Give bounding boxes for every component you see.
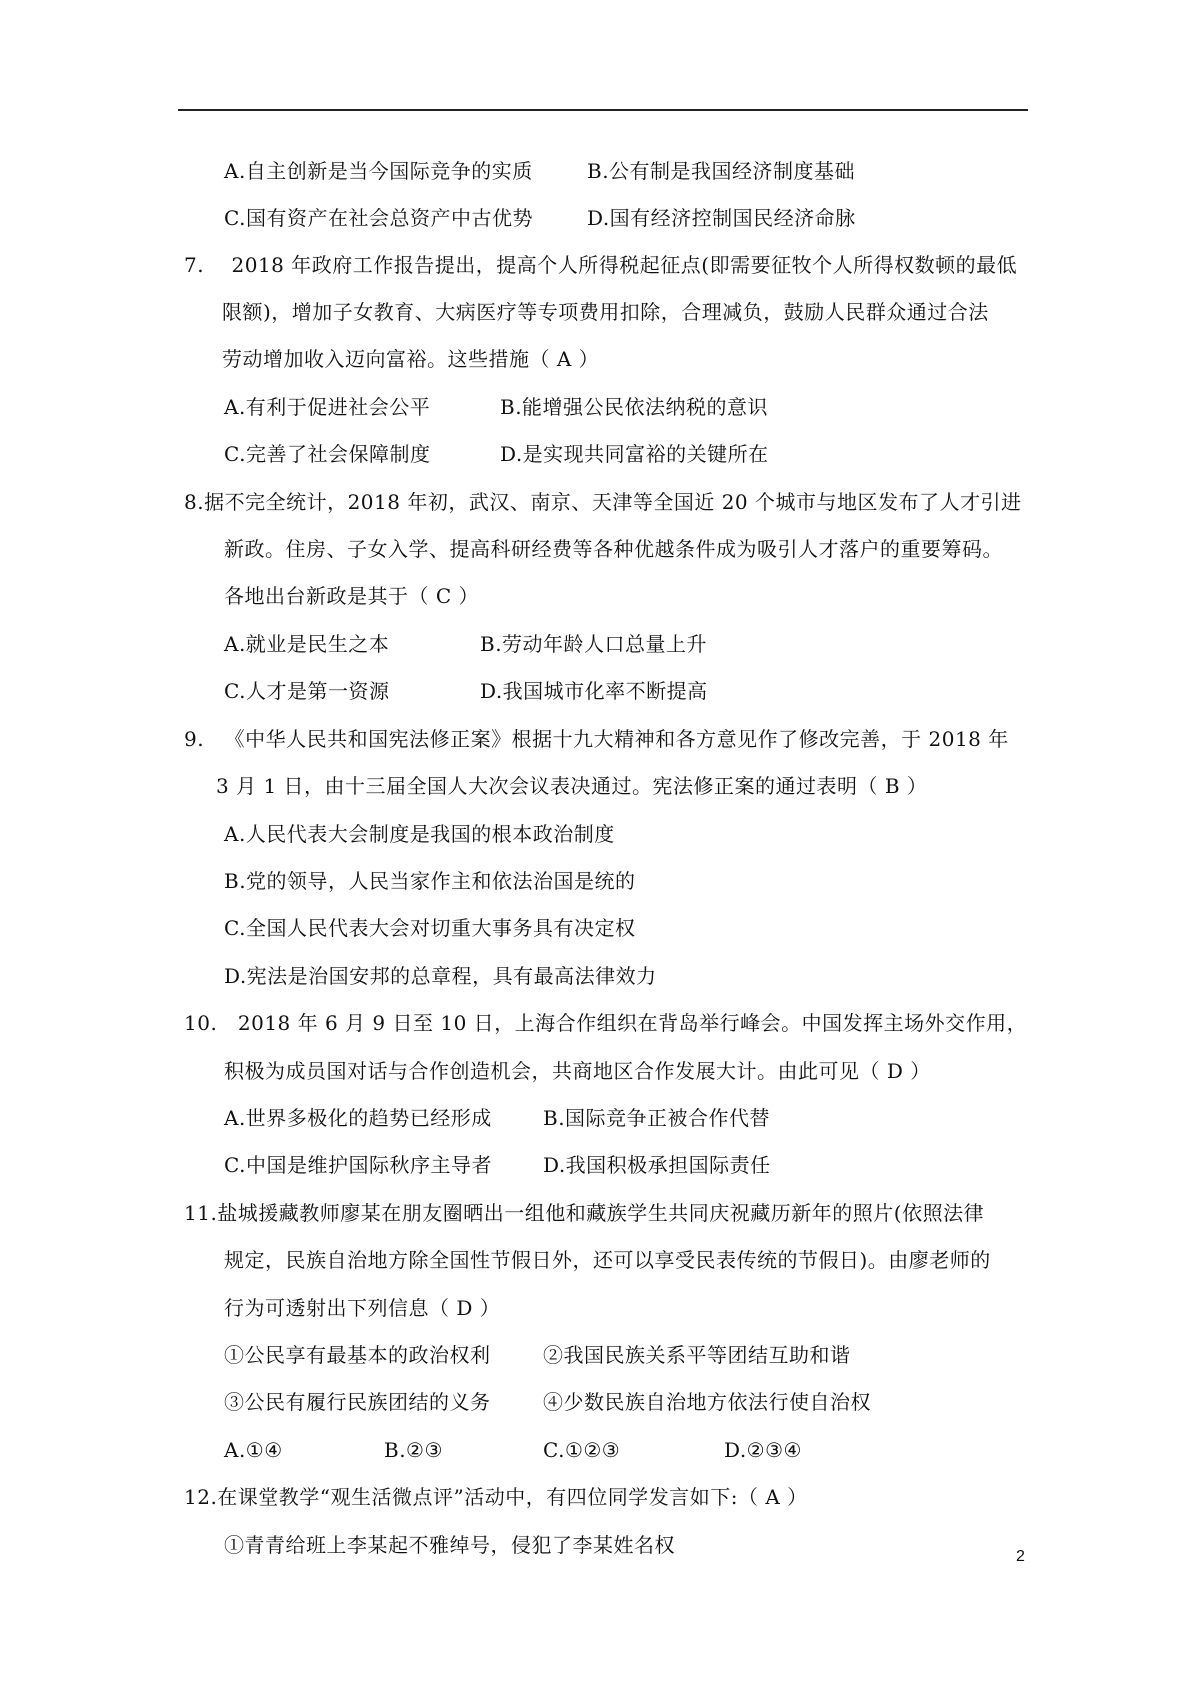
q8-stem-line1: 8.据不完全统计，2018 年初，武汉、南京、天津等全国近 20 个城市与地区发布了人才引进	[184, 490, 1022, 514]
q6-option-c: C.国有资产在社会总资产中古优势	[224, 206, 533, 230]
q10-option-c: C.中国是维护国际秋序主导者	[224, 1153, 492, 1177]
q8-option-a: A.就业是民生之本	[224, 632, 390, 656]
q7-option-c: C.完善了社会保障制度	[224, 442, 431, 466]
q11-statement-2: ②我国民族关系平等团结互助和谐	[543, 1343, 851, 1367]
q9-option-d: D.宪法是治国安邦的总章程，具有最高法律效力	[224, 964, 657, 988]
q11-option-d: D.②③④	[724, 1438, 802, 1462]
q6-option-b: B.公有制是我国经济制度基础	[587, 159, 856, 183]
q11-stem-line2: 规定，民族自治地方除全国性节假日外，还可以享受民表传统的节假日)。由廖老师的	[224, 1248, 991, 1272]
q12-stem-line1: 12.在课堂教学“观生活微点评”活动中，有四位同学发言如下:（ A ）	[184, 1485, 808, 1509]
q7-stem-line3: 劳动增加收入迈向富裕。这些措施（ A ）	[222, 347, 600, 371]
q11-stem-line3: 行为可透射出下列信息（ D ）	[224, 1296, 501, 1320]
q9-option-b: B.党的领导，人民当家作主和依法治国是统的	[224, 869, 636, 893]
q7-option-b: B.能增强公民依法纳税的意识	[500, 395, 769, 419]
q10-stem-line2: 积极为成员国对话与合作创造机会，共商地区合作发展大计。由此可见（ D ）	[224, 1059, 931, 1083]
q7-stem-line1: 7. 2018 年政府工作报告提出，提高个人所得税起征点(即需要征牧个人所得权数顿的最低	[184, 253, 1018, 277]
q11-option-c: C.①②③	[543, 1438, 621, 1462]
q11-stem-line1: 11.盐城援藏教师廖某在朋友圈晒出一组他和藏族学生共同庆祝藏历新年的照片(依照法律	[184, 1201, 985, 1225]
q11-statement-4: ④少数民族自治地方依法行使自治权	[543, 1390, 871, 1414]
q9-option-c: C.全国人民代表大会对切重大事务具有决定权	[224, 916, 636, 940]
q8-stem-line3: 各地出台新政是其于（ C ）	[224, 584, 480, 608]
q10-option-b: B.国际竞争正被合作代替	[543, 1106, 771, 1130]
q8-option-b: B.劳动年龄人口总量上升	[480, 632, 708, 656]
q9-option-a: A.人民代表大会制度是我国的根本政治制度	[224, 822, 615, 846]
q7-stem-line2: 限额)，增加子女教育、大病医疗等专项费用扣除，合理减负，鼓励人民群众通过合法	[222, 300, 989, 324]
header-rule	[178, 109, 1028, 111]
q10-option-d: D.我国积极承担国际责任	[543, 1153, 771, 1177]
page-number: 2	[1016, 1548, 1025, 1565]
q6-option-a: A.自主创新是当今国际竞争的实质	[224, 159, 533, 183]
q11-statement-3: ③公民有履行民族团结的义务	[224, 1390, 491, 1414]
q6-option-d: D.国有经济控制国民经济命脉	[587, 206, 856, 230]
q7-option-a: A.有利于促进社会公平	[224, 395, 431, 419]
q8-stem-line2: 新政。住房、子女入学、提高科研经费等各种优越条件成为吸引人才落户的重要筹码。	[224, 537, 1003, 561]
q7-option-d: D.是实现共同富裕的关键所在	[500, 442, 769, 466]
q11-statement-1: ①公民享有最基本的政治权利	[224, 1343, 491, 1367]
q10-stem-line1: 10. 2018 年 6 月 9 日至 10 日，上海合作组织在背岛举行峰会。中国发挥主场外交作用，	[184, 1011, 1028, 1035]
q8-option-d: D.我国城市化率不断提高	[480, 679, 708, 703]
q9-stem-line1: 9. 《中华人民共和国宪法修正案》根据十九大精神和各方意见作了修改完善，于 2018 年	[184, 727, 1009, 751]
q11-option-b: B.②③	[384, 1438, 443, 1462]
q10-option-a: A.世界多极化的趋势已经形成	[224, 1106, 492, 1130]
q9-stem-line2: 3 月 1 日，由十三届全国人大次会议表决通过。宪法修正案的通过表明（ B ）	[216, 774, 928, 798]
q11-option-a: A.①④	[224, 1438, 283, 1462]
q12-statement-1: ①青青给班上李某起不雅绰号，侵犯了李某姓名权	[224, 1533, 675, 1557]
q8-option-c: C.人才是第一资源	[224, 679, 390, 703]
